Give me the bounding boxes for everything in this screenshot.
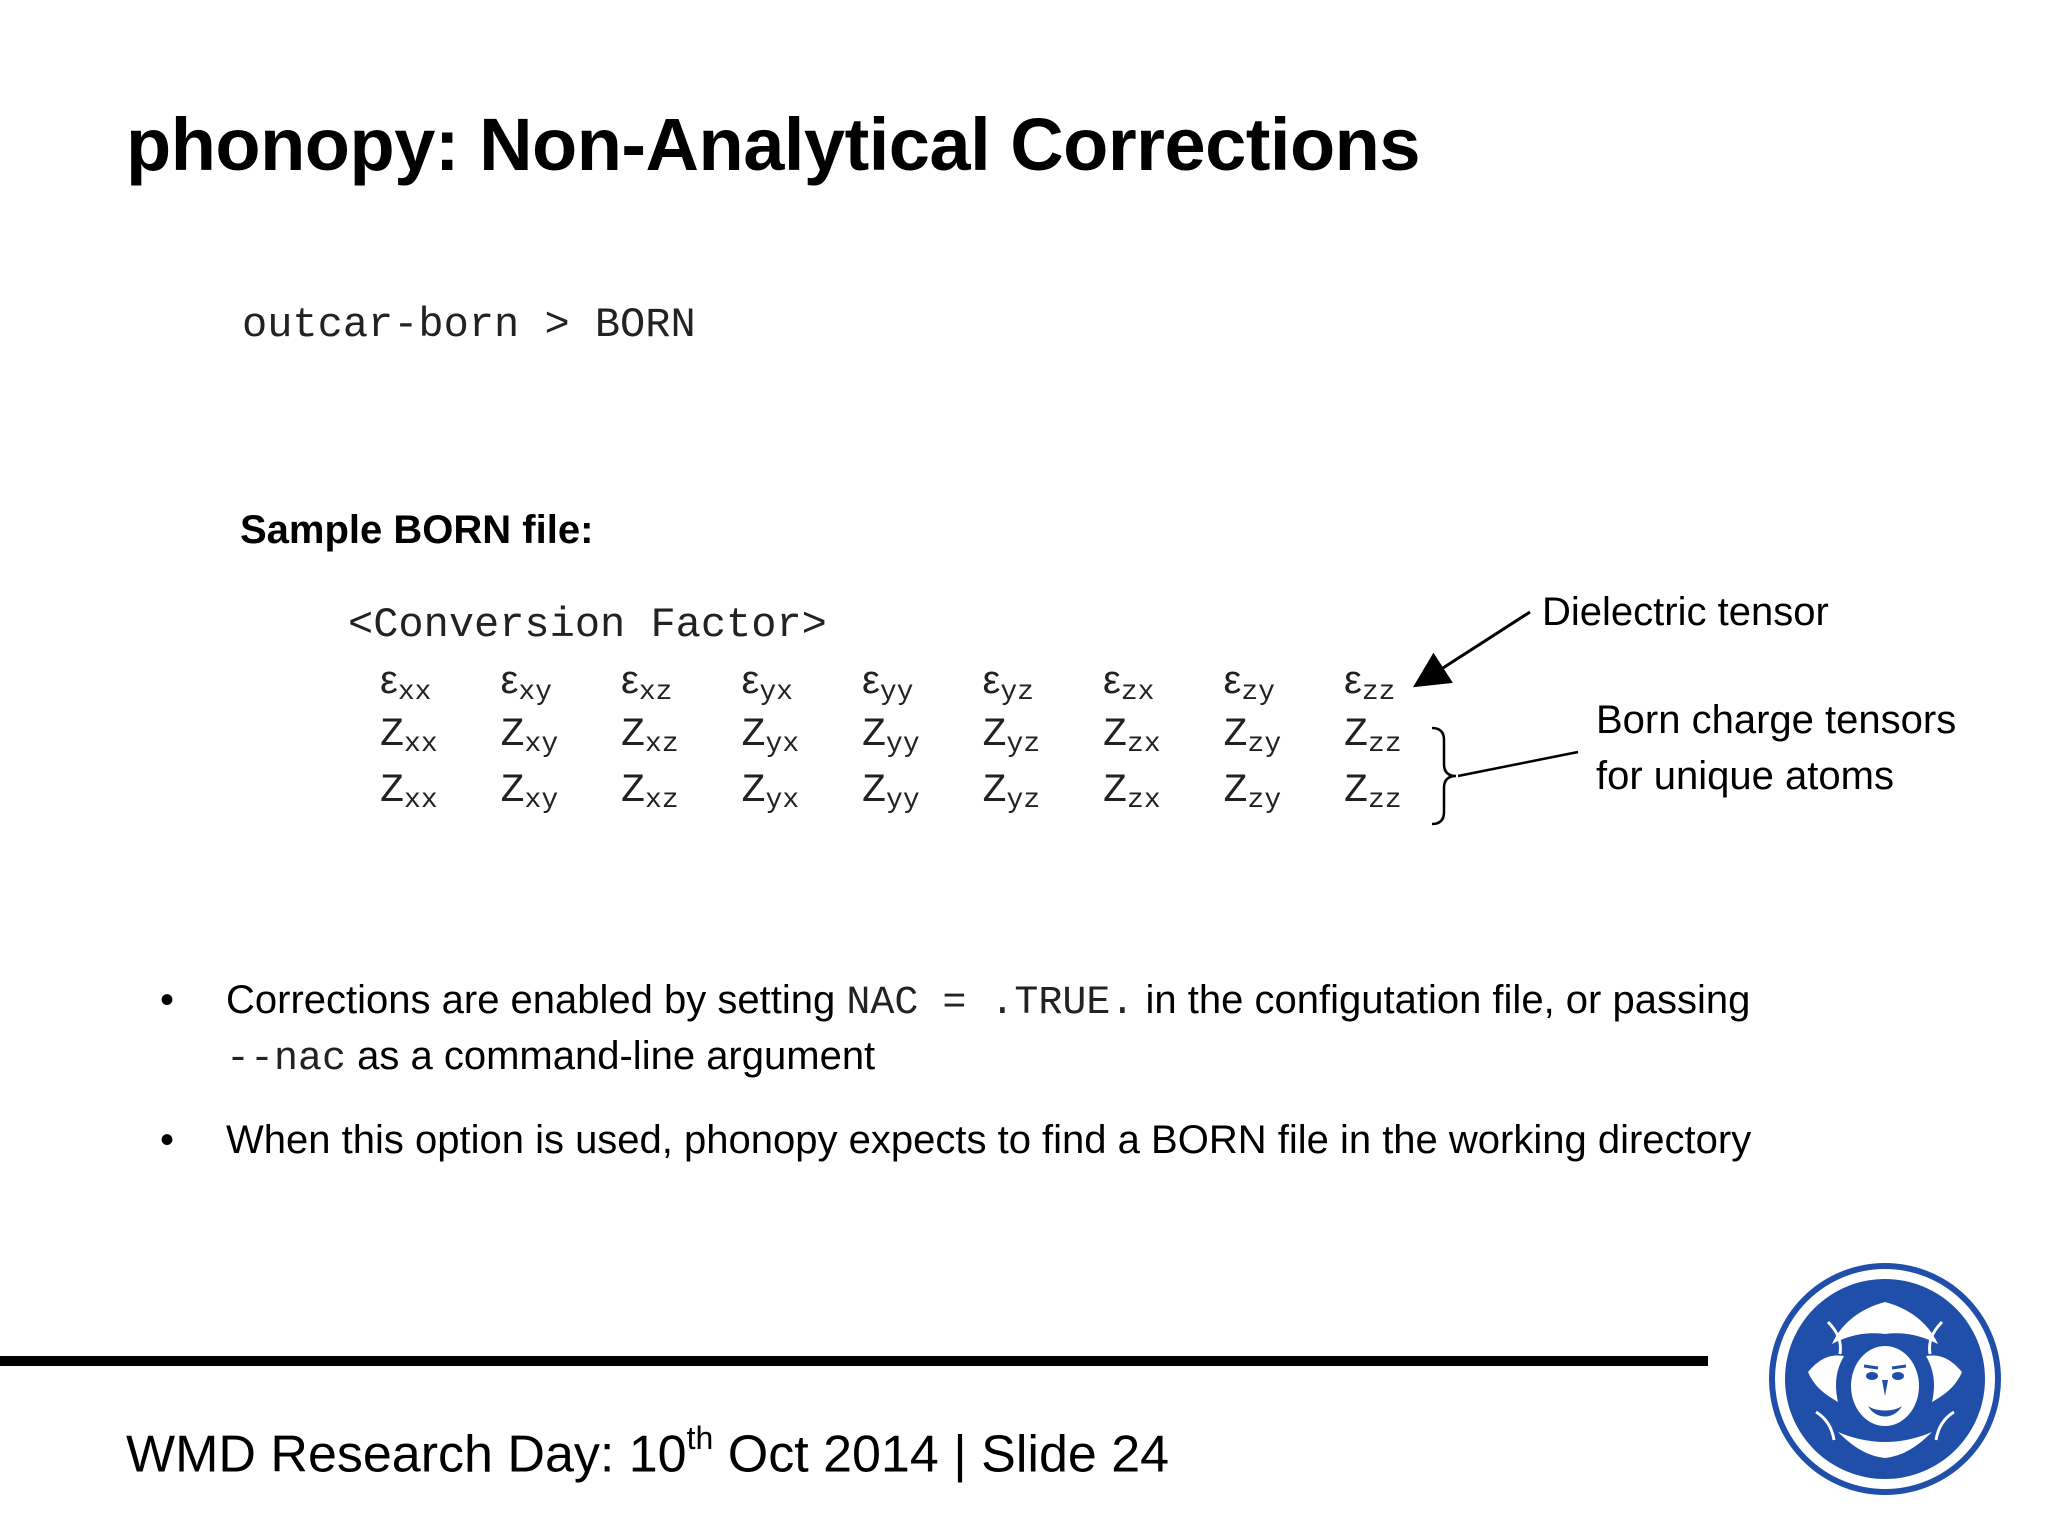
tensor-component: $\varepsilon_{zz}$ <box>1344 658 1396 708</box>
tensor-component: $Z_{zx}$ <box>1103 713 1161 760</box>
conversion-factor-line: <Conversion Factor> <box>348 601 827 649</box>
tensor-component: $Z_{zx}$ <box>1103 769 1161 816</box>
tensor-component: $\varepsilon_{zx}$ <box>1103 658 1155 708</box>
tensor-component: $Z_{yx}$ <box>741 713 800 760</box>
tensor-component: $Z_{xy}$ <box>500 713 559 760</box>
university-seal-logo <box>1768 1262 2002 1496</box>
tensor-component: $Z_{xz}$ <box>621 769 679 816</box>
tensor-component: $\varepsilon_{xy}$ <box>500 658 552 708</box>
born-brace <box>1432 728 1456 824</box>
tensor-component: $\varepsilon_{yz}$ <box>982 658 1034 708</box>
tensor-component: $Z_{zy}$ <box>1223 769 1282 816</box>
tensor-component: $Z_{yz}$ <box>982 769 1041 816</box>
tensor-component: $\varepsilon_{xx}$ <box>380 658 432 708</box>
bullet-marker-2: • <box>160 1118 175 1162</box>
dielectric-arrow <box>1418 612 1530 684</box>
command-line: outcar-born > BORN <box>242 301 696 349</box>
tensor-component: $Z_{xx}$ <box>380 769 438 816</box>
tensor-component: $Z_{zz}$ <box>1344 769 1402 816</box>
tensor-component: $Z_{zz}$ <box>1344 713 1402 760</box>
born-annotation-line2: for unique atoms <box>1596 754 1894 798</box>
dielectric-annotation: Dielectric tensor <box>1542 590 1829 634</box>
bullet-2: When this option is used, phonopy expects to find a BORN file in the working directory <box>226 1118 1752 1162</box>
tensor-component: $\varepsilon_{xz}$ <box>621 658 673 708</box>
bullet-1-line2: --nac as a command-line argument <box>226 1034 876 1082</box>
tensor-component: $\varepsilon_{zy}$ <box>1223 658 1275 708</box>
tensor-component: $Z_{yy}$ <box>862 769 920 816</box>
bullet-marker-1: • <box>160 978 175 1022</box>
nac-flag-code: --nac <box>226 1037 347 1082</box>
tensor-component: $\varepsilon_{yx}$ <box>741 658 793 708</box>
tensor-component: $Z_{yx}$ <box>741 769 800 816</box>
slide-title: phonopy: Non-Analytical Corrections <box>126 103 1421 186</box>
footer-rule <box>0 1356 1708 1366</box>
sample-born-label: Sample BORN file: <box>240 508 594 552</box>
born-pointer-line <box>1458 752 1578 776</box>
nac-code: NAC = .TRUE. <box>846 981 1135 1026</box>
tensor-component: $\varepsilon_{yy}$ <box>862 658 914 708</box>
tensor-component: $Z_{xx}$ <box>380 713 438 760</box>
tensor-component: $Z_{xz}$ <box>621 713 679 760</box>
tensor-component: $Z_{zy}$ <box>1223 713 1282 760</box>
bullet-1-line1: Corrections are enabled by setting NAC = .TRUE. in the configutation file, or passing <box>226 978 1751 1026</box>
born-annotation-line1: Born charge tensors <box>1596 698 1957 742</box>
tensor-component: $Z_{xy}$ <box>500 769 559 816</box>
tensor-component: $Z_{yz}$ <box>982 713 1041 760</box>
tensor-component: $Z_{yy}$ <box>862 713 920 760</box>
footer-text: WMD Research Day: 10th Oct 2014 | Slide 24 <box>126 1420 1170 1484</box>
